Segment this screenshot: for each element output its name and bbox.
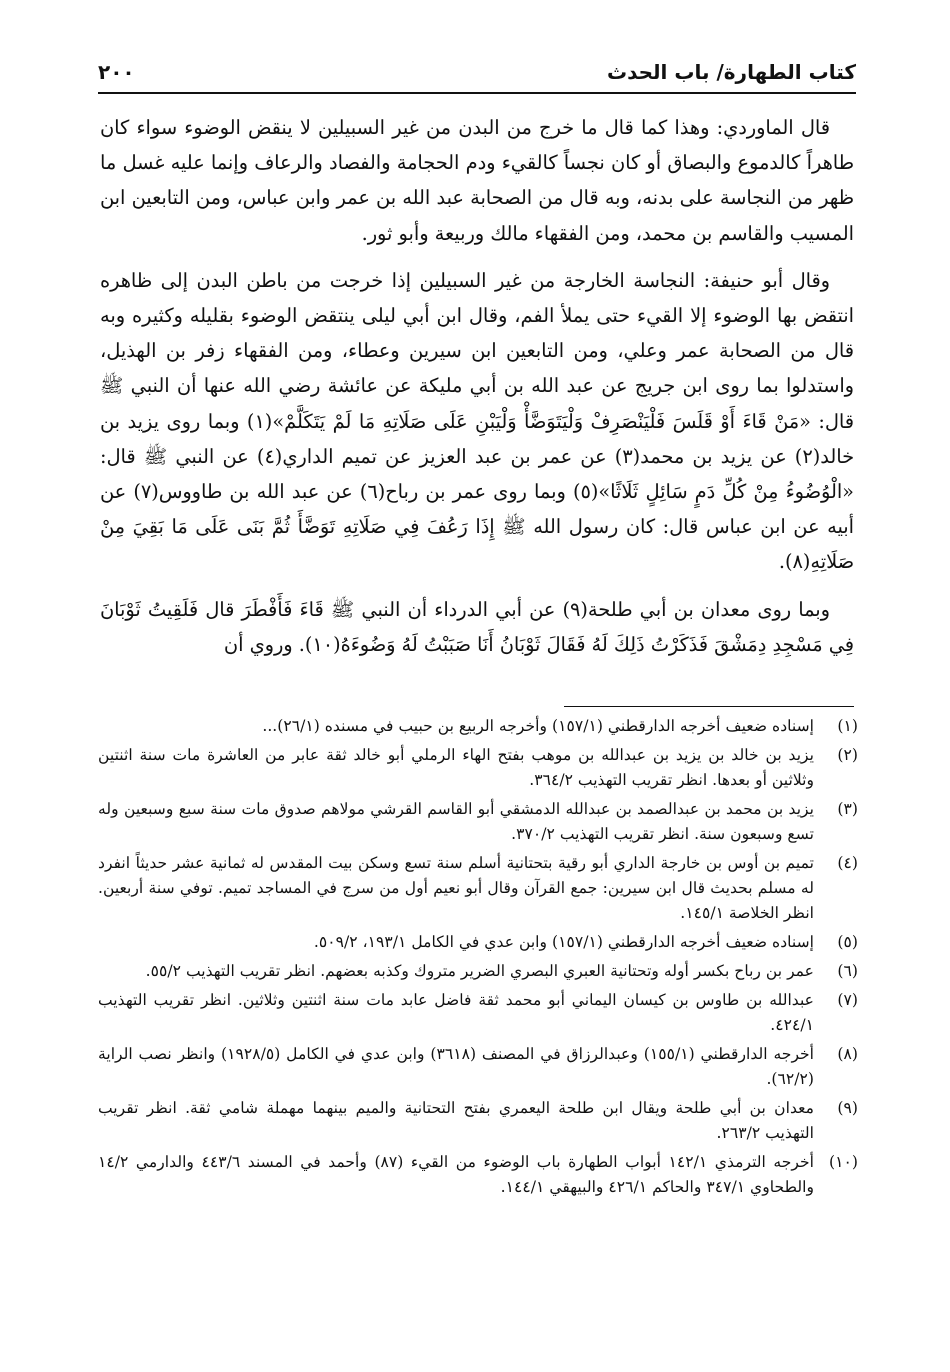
footnote [98,930,858,955]
footnote-text: إسناده ضعيف أخرجه الدارقطني (١٥٧/١) وأخرجه الربيع بن حبيب في مسنده (٢٦/١)... [262,717,814,735]
running-header [98,58,856,94]
footnote [98,988,858,1038]
footnote-text: تميم بن أوس بن خارجة الداري أبو رقية بتحتانية أسلم سنة تسع وسكن بيت المقدس له ثمانية عشر حديثاً انفرد له مسلم بحديث قال ابن سيرين: جمع القرآن وقال أبو نعيم أول من سرج في المساجد تميم. توفي سنة أربعين. انظر الخلاصة ١٤٥/١. [98,854,814,922]
book-title: كتاب الطهارة/ باب الحدث [606,60,856,84]
paragraph: وقال أبو حنيفة: النجاسة الخارجة من غير السبيلين إذا خرجت من باطن البدن إلى ظاهره انتقض بها الوضوء إلا القيء حتى يملأ الفم، وقال ابن أبي ليلى ينتقض الوضوء بقليله وكثيره وبه قال من الصحابة عمر وعلي، ومن التابعين ابن سيرين وعطاء، ومن الفقهاء زفر بن الهذيل، واستدلوا بما روى ابن جريج عن عبد الله بن أبي مليكة عن عائشة رضي الله عنها أن النبي ﷺ قال: «مَنْ قَاءَ أَوْ قَلَسَ فَلْيَنْصَرِفْ وَلْيَتَوَضَّأْ وَلْيَبْنِ عَلَى صَلَاتِهِ مَا لَمْ يَتَكَلَّمْ»(١) وبما روى يزيد بن خالد(٢) عن يزيد بن محمد(٣) عن عمر بن عبد العزيز عن تميم الداري(٤) عن النبي ﷺ قال: «الْوُضُوءُ مِنْ كُلِّ دَمٍ سَائِلٍ ثَلَاثًا»(٥) وبما روى عمر بن رباح(٦) عن عبد الله بن طاووس(٧) عن أبيه عن ابن عباس قال: كان رسول الله ﷺ إِذَا رَعُفَ فِي صَلَاتِهِ تَوَضَّأَ ثُمَّ بَنَى عَلَى مَا بَقِيَ مِنْ صَلَاتِهِ(٨). [100,268,854,574]
footnote-number: (١٠) [829,1153,858,1171]
footnote-text: يزيد بن محمد بن عبدالصمد بن عبدالله الدمشقي أبو القاسم القرشي مولاهم صدوق مات سنة سبع وسبعين وله تسع وسبعون سنة. انظر تقريب التهذيب ٣٧٠/٢. [98,800,814,843]
footnote-separator [564,706,854,707]
footnote [98,1042,858,1092]
paragraph: وبما روى معدان بن أبي طلحة(٩) عن أبي الدرداء أن النبي ﷺ قَاءَ فَأَفْطَرَ قال فَلَقِيتُ ثَوْبَانَ فِي مَسْجِدِ دِمَشْقَ فَذَكَرْتُ ذَلِكَ لَهُ فَقَالَ ثَوْبَانُ أَنَا صَبَبْتُ لَهُ وَضُوءَهُ(١٠). وروي أن [100,597,854,656]
footnote-number: (٧) [837,991,858,1009]
footnote [98,743,858,793]
footnote [98,797,858,847]
footnote-number: (٦) [837,962,858,980]
footnote-text: يزيد بن خالد بن يزيد بن عبدالله بن موهب بفتح الهاء الرملي أبو خالد ثقة عابر من العاشرة مات سنة اثنتين وثلاثين أو بعدها. انظر تقريب التهذيب ٣٦٤/٢. [98,746,814,789]
footnote [98,851,858,926]
footnote-number: (٣) [837,800,858,818]
footnote-text: عبدالله بن طاوس بن كيسان اليماني أبو محمد ثقة فاضل عابد مات سنة اثنتين وثلاثين. انظر تقريب التهذيب ٤٢٤/١. [98,991,814,1034]
footnote [98,1150,858,1200]
footnote-text: أخرجه الدارقطني (١٥٥/١) وعبدالرزاق في المصنف (٣٦١٨) وابن عدي في الكامل (١٩٢٨/٥) وانظر نصب الراية (٦٢/٢). [98,1045,815,1088]
paragraph: قال الماوردي: وهذا كما قال ما خرج من البدن من غير السبيلين لا ينقض الوضوء سواء كان طاهراً كالدموع والبصاق أو كان نجساً كالقيء ودم الحجامة والفصاد والرعاف وإنما عليه غسل ما ظهر من النجاسة على بدنه، وبه قال من الصحابة عبد الله بن عمر وابن عباس، ومن التابعين ابن المسيب والقاسم بن محمد، ومن الفقهاء مالك وربيعة وأبو ثور. [100,116,854,245]
footnote [98,959,858,984]
footnotes [98,714,858,1204]
footnote-text: إسناده ضعيف أخرجه الدارقطني (١٥٧/١) وابن عدي في الكامل ١٩٣/١، ٥٠٩/٢. [313,933,814,951]
page-number: ٢٠٠ [98,60,135,84]
footnote-text: عمر بن رباح بكسر أوله وتحتانية العبري البصري الضرير متروك وكذبه بعضهم. انظر تقريب التهذيب ٥٥/٢. [145,962,814,980]
footnote [98,1096,858,1146]
footnote [98,714,858,739]
footnote-number: (١) [837,717,858,735]
main-text [100,110,854,662]
footnote-number: (٤) [837,854,858,872]
footnote-number: (٥) [837,933,858,951]
footnote-number: (٨) [837,1045,858,1063]
footnote-number: (٢) [837,746,858,764]
footnote-text: أخرجه الترمذي ١٤٢/١ أبواب الطهارة باب الوضوء من القيء (٨٧) وأحمد في المسند ٤٤٣/٦ والدارمي ١٤/٢ والطحاوي ٣٤٧/١ والحاكم ٤٢٦/١ والبيهقي ١٤٤/١. [98,1153,814,1196]
footnote-text: معدان بن أبي طلحة ويقال ابن طلحة اليعمري بفتح التحتانية والميم بينهما مهملة شامي ثقة. انظر تقريب التهذيب ٢٦٣/٢. [98,1099,814,1142]
footnote-number: (٩) [837,1099,858,1117]
